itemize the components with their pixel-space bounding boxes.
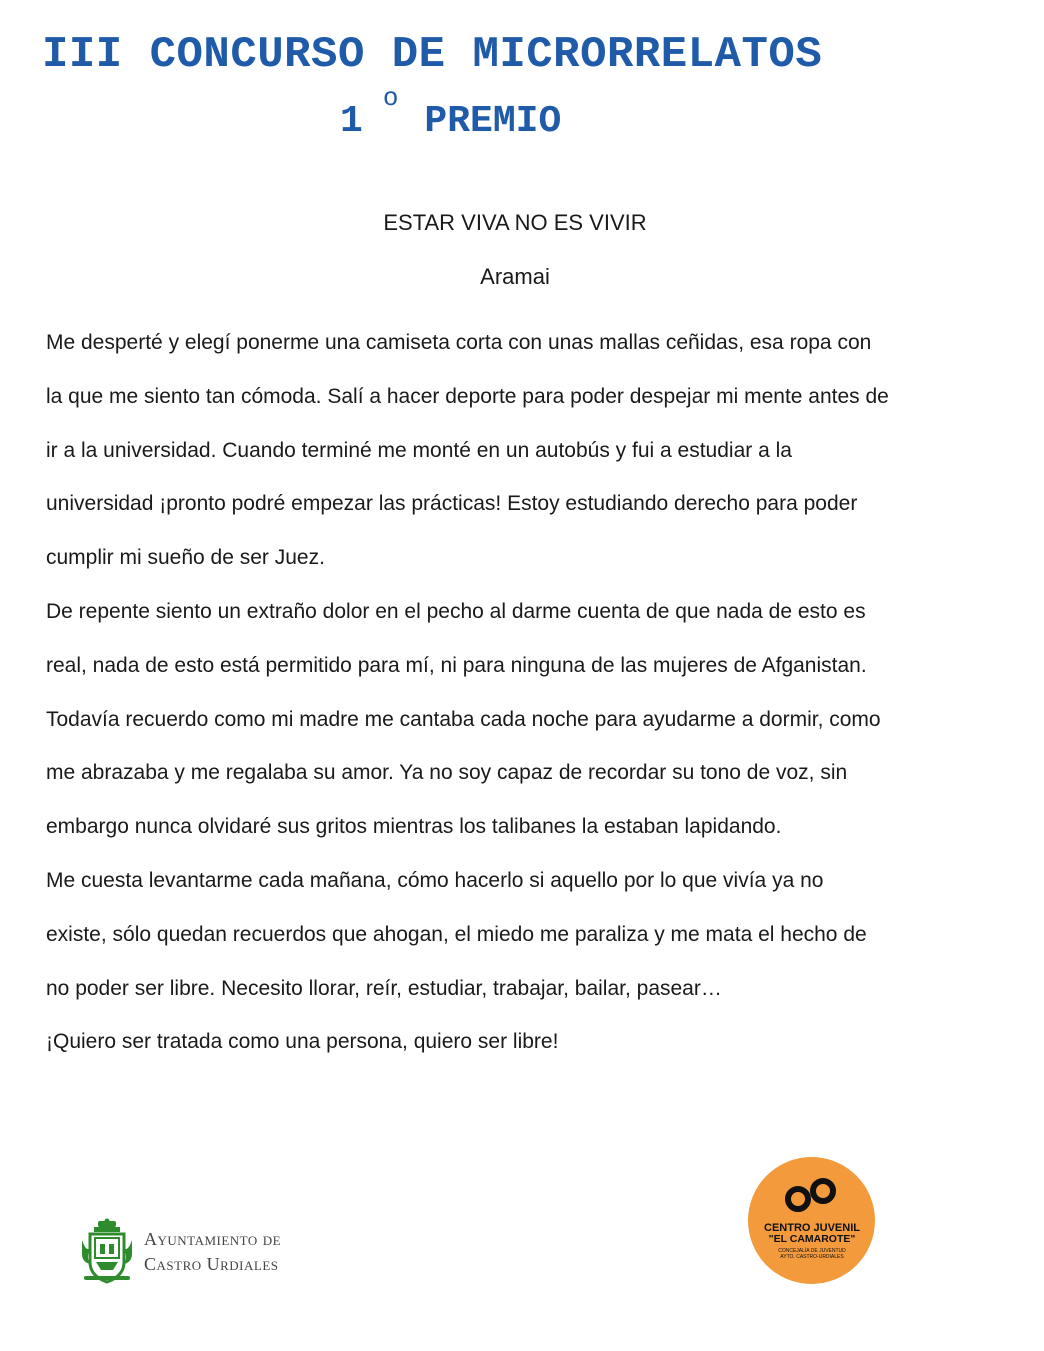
story-body	[46, 316, 1006, 1069]
camarote-line2: "EL CAMAROTE"	[768, 1233, 856, 1245]
prize-number: 1	[340, 100, 363, 143]
story-author: Aramai	[480, 264, 550, 289]
story-line: universidad ¡pronto podré empezar las prácticas! Estoy estudiando derecho para poder	[46, 492, 858, 516]
story-line: ir a la universidad. Cuando terminé me monté en un autobús y fui a estudiar a la	[46, 438, 792, 462]
story-paragraph	[46, 316, 1006, 585]
camarote-logo	[748, 1157, 875, 1284]
coat-of-arms-icon	[80, 1218, 134, 1286]
story-paragraph	[46, 1015, 1006, 1069]
story-line: no poder ser libre. Necesito llorar, reír, estudiar, trabajar, bailar, pasear…	[46, 976, 722, 1000]
story-line: Todavía recuerdo como mi madre me cantaba cada noche para ayudarme a dormir, como	[46, 707, 881, 731]
ayuntamiento-line2: Castro Urdiales	[144, 1254, 279, 1274]
ayuntamiento-logo	[80, 1218, 281, 1286]
story-line: cumplir mi sueño de ser Juez.	[46, 546, 325, 570]
story-title: ESTAR VIVA NO ES VIVIR	[383, 210, 647, 235]
contest-title: III CONCURSO DE MICRORRELATOS	[42, 30, 823, 80]
story-line: Me cuesta levantarme cada mañana, cómo hacerlo si aquello por lo que vivía ya no	[46, 868, 824, 892]
prize-label: PREMIO	[424, 100, 562, 143]
prize-heading	[340, 83, 562, 143]
camarote-line1: CENTRO JUVENIL	[764, 1222, 860, 1234]
ayuntamiento-line1: Ayuntamiento de	[144, 1229, 282, 1249]
story-line: me abrazaba y me regalaba su amor. Ya no soy capaz de recordar su tono de voz, sin	[46, 761, 848, 785]
story-line: embargo nunca olvidaré sus gritos mientras los talibanes la estaban lapidando.	[46, 815, 782, 839]
camarote-line3: CONCEJALÍA DE JUVENTUD	[778, 1248, 846, 1254]
story-line: ¡Quiero ser tratada como una persona, quiero ser libre!	[46, 1030, 559, 1054]
story-paragraph	[46, 585, 1006, 854]
camarote-line4: AYTO. CASTRO-URDIALES	[780, 1254, 844, 1260]
story-line: existe, sólo quedan recuerdos que ahogan, el miedo me paraliza y me mata el hecho de	[46, 922, 867, 946]
story-line: la que me siento tan cómoda. Salí a hacer deporte para poder despejar mi mente antes de	[46, 384, 889, 408]
prize-ordinal: o	[382, 83, 399, 113]
story-line: real, nada de esto está permitido para mí, ni para ninguna de las mujeres de Afganistan.	[46, 653, 867, 677]
story-line: De repente siento un extraño dolor en el pecho al darme cuenta de que nada de esto es	[46, 599, 866, 623]
story-line: Me desperté y elegí ponerme una camiseta corta con unas mallas ceñidas, esa ropa con	[46, 331, 872, 354]
story-paragraph	[46, 854, 1006, 1015]
